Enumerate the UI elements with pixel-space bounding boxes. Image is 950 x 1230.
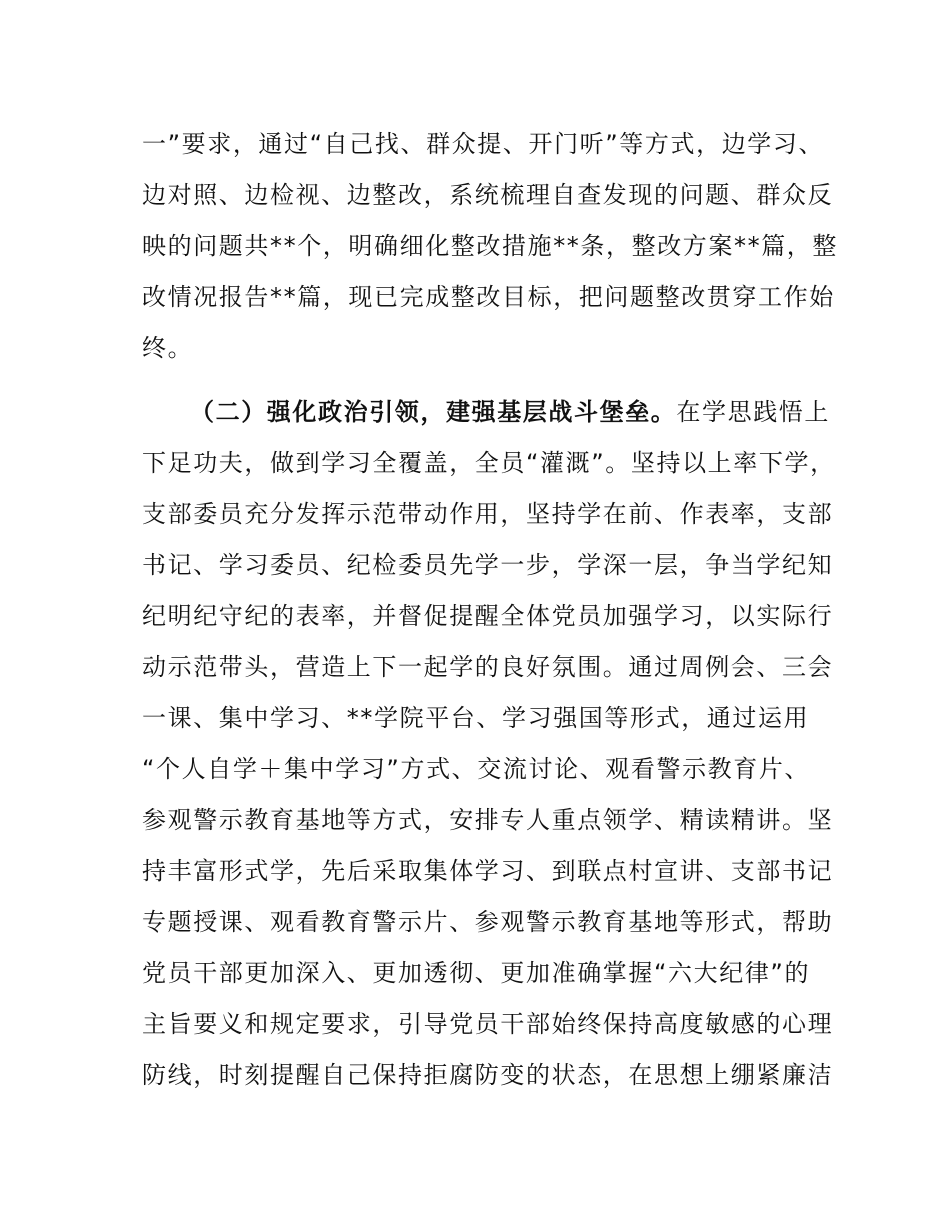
paragraph-1-line-5: 终。 [142,334,194,362]
paragraph-2-line-10: 持丰富形式学，先后采取集体学习、到联点村宣讲、支部书记 [142,857,834,885]
paragraph-2-line-13: 主旨要义和规定要求，引导党员干部始终保持高度敏感的心理 [142,1010,834,1038]
paragraph-2-line-7: 一课、集中学习、**学院平台、学习强国等形式，通过运用 [142,704,810,732]
paragraph-2-line-14: 防线，时刻提醒自己保持拒腐防变的状态，在思想上绷紧廉洁 [142,1061,834,1089]
paragraph-2-line-11: 专题授课、观看教育警示片、参观警示教育基地等形式，帮助 [142,908,834,936]
paragraph-2-line-6: 动示范带头，营造上下一起学的良好氛围。通过周例会、三会 [142,653,834,681]
paragraph-1-line-3: 映的问题共**个，明确细化整改措施**条，整改方案**篇，整 [142,232,838,260]
paragraph-2-line-12: 党员干部更加深入、更加透彻、更加准确掌握“六大纪律”的 [142,959,811,987]
paragraph-1-line-4: 改情况报告**篇，现已完成整改目标，把问题整改贯穿工作始 [142,283,835,311]
paragraph-2-line-4: 书记、学习委员、纪检委员先学一步，学深一层，争当学纪知 [142,551,834,579]
paragraph-1-line-2: 边对照、边检视、边整改，系统梳理自查发现的问题、群众反 [142,181,834,209]
paragraph-2-line-9: 参观警示教育基地等方式，安排专人重点领学、精读精讲。坚 [142,806,834,834]
section-heading: （二）强化政治引领，建强基层战斗堡垒。 [190,398,677,426]
paragraph-2-line-2: 下足功夫，做到学习全覆盖，全员“灌溉”。坚持以上率下学， [142,449,836,477]
paragraph-2-first-line [190,392,830,432]
section-heading-continuation: 在学思践悟上 [676,398,831,426]
paragraph-2-line-5: 纪明纪守纪的表率，并督促提醒全体党员加强学习，以实际行 [142,602,834,630]
paragraph-1-line-1: 一”要求，通过“自己找、群众提、开门听”等方式，边学习、 [142,130,825,158]
paragraph-2-line-8: “个人自学＋集中学习”方式、交流讨论、观看警示教育片、 [142,755,811,783]
paragraph-2-line-3: 支部委员充分发挥示范带动作用，坚持学在前、作表率，支部 [142,500,834,528]
